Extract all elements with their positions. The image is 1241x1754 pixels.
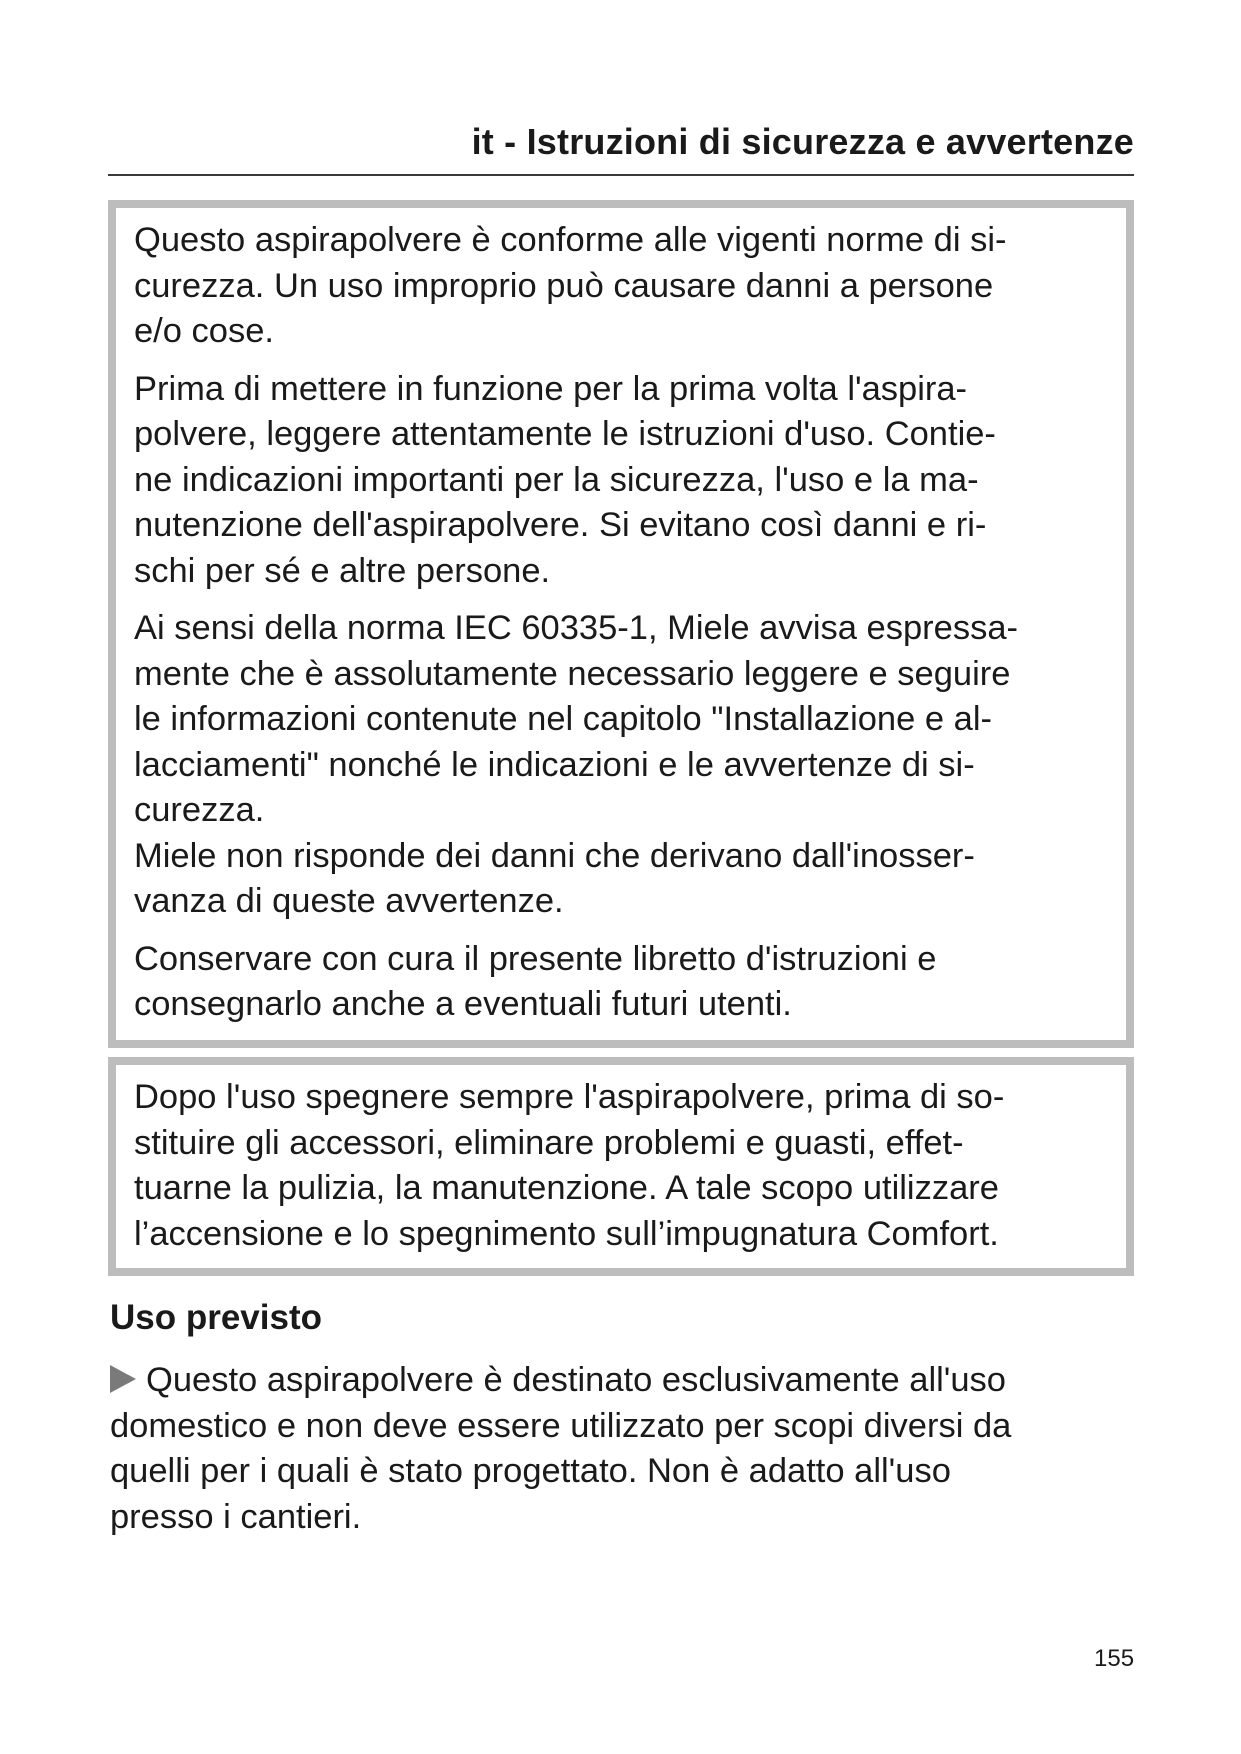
text-line: tuarne la pulizia, la manutenzione. A tale scopo utilizzare xyxy=(134,1169,999,1207)
text-line: stituire gli accessori, eliminare problemi e guasti, effet- xyxy=(134,1123,964,1162)
text-line: curezza. xyxy=(134,791,265,829)
text-line: schi per sé e altre persone. xyxy=(134,551,551,590)
triangle-bullet-icon xyxy=(110,1365,136,1393)
text-line: nutenzione dell'aspirapolvere. Si evitano così danni e ri- xyxy=(134,506,987,544)
text-line: Questo aspirapolvere è destinato esclusivamente all'uso xyxy=(146,1361,1006,1399)
text-line: mente che è assolutamente necessario leggere e seguire xyxy=(134,654,1011,693)
page-header xyxy=(108,120,1134,176)
safety-notice-box xyxy=(108,200,1134,1048)
text-line: le informazioni contenute nel capitolo "Installazione e al- xyxy=(134,700,993,738)
text-line: Prima di mettere in funzione per la prima volta l'aspira- xyxy=(134,369,968,408)
section-heading: Uso previsto xyxy=(110,1298,322,1337)
text-line: e/o cose. xyxy=(134,312,275,350)
text-line: quelli per i quali è stato progettato. Non è adatto all'uso xyxy=(110,1452,951,1490)
intended-use-paragraph xyxy=(110,1358,1150,1540)
page-title: it - Istruzioni di sicurezza e avvertenze xyxy=(471,121,1134,162)
text-line: Ai sensi della norma IEC 60335-1, Miele avvisa espressa- xyxy=(134,609,1018,647)
text-line: polvere, leggere attentamente le istruzioni d'uso. Contie- xyxy=(134,415,996,453)
text-line: presso i cantieri. xyxy=(110,1497,362,1536)
warning-box xyxy=(108,1057,1134,1276)
text-line: Miele non risponde dei danni che derivano dall'inosser- xyxy=(134,836,975,875)
notice-paragraph xyxy=(134,834,1116,925)
text-line: Questo aspirapolvere è conforme alle vigenti norme di si- xyxy=(134,221,1007,259)
notice-paragraph xyxy=(134,606,1116,834)
text-line: Conservare con cura il presente libretto d'istruzioni e xyxy=(134,939,937,978)
warning-paragraph xyxy=(134,1075,1116,1257)
text-line: l’accensione e lo spegnimento sull’impugnatura Comfort. xyxy=(134,1214,999,1253)
page-number: 155 xyxy=(1094,1645,1135,1672)
text-line: ne indicazioni importanti per la sicurezza, l'uso e la ma- xyxy=(134,460,979,499)
notice-paragraph xyxy=(134,218,1116,355)
text-line: lacciamenti" nonché le indicazioni e le avvertenze di si- xyxy=(134,745,975,784)
text-line: Dopo l'uso spegnere sempre l'aspirapolvere, prima di so- xyxy=(134,1078,1005,1116)
text-line: consegnarlo anche a eventuali futuri utenti. xyxy=(134,985,792,1023)
text-line: vanza di queste avvertenze. xyxy=(134,882,564,920)
text-line: domestico e non deve essere utilizzato per scopi diversi da xyxy=(110,1406,1012,1445)
notice-paragraph xyxy=(134,937,1116,1028)
notice-paragraph xyxy=(134,367,1116,595)
text-line: curezza. Un uso improprio può causare danni a persone xyxy=(134,266,994,305)
